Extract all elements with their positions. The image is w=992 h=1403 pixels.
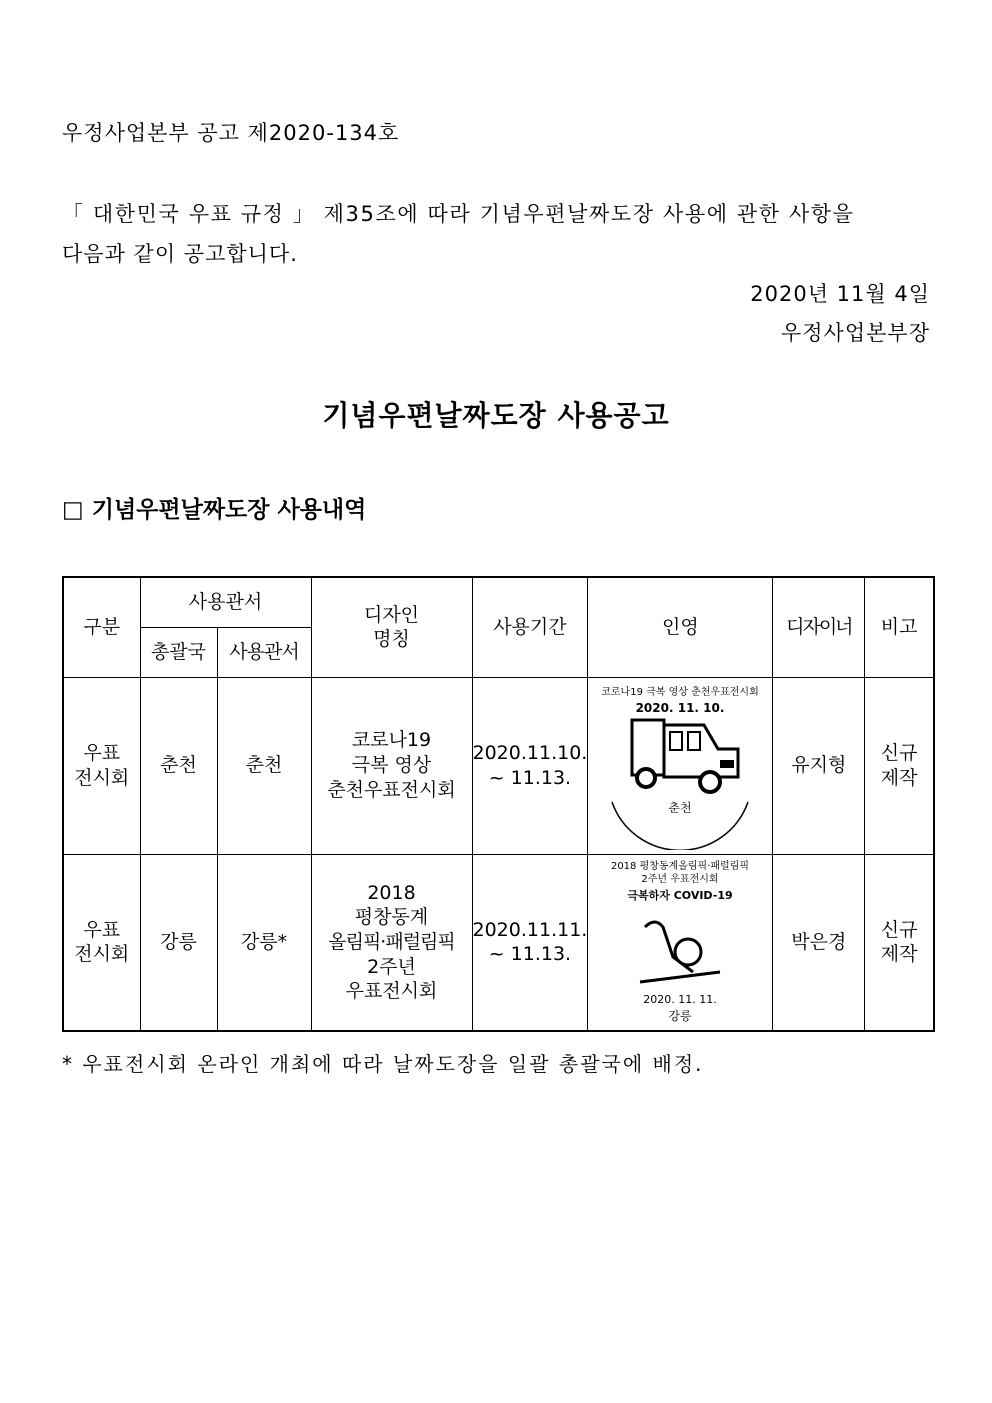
header-design-name: 디자인 명칭	[311, 577, 472, 677]
table-row	[63, 854, 934, 1031]
stamp-usage-table	[62, 576, 935, 1032]
design-name-cell: 2018 평창동계 올림픽·패럴림픽 2주년 우표전시회	[311, 854, 472, 1031]
header-designer: 디자이너	[773, 577, 865, 677]
head-office-cell: 춘천	[140, 677, 217, 854]
header-remarks: 비고	[865, 577, 934, 677]
header-head-office: 총괄국	[140, 627, 217, 677]
issuer: 우정사업본부장	[780, 321, 930, 345]
stamp-place: 춘천	[668, 800, 692, 815]
stamp-place: 강릉	[668, 1009, 692, 1024]
skeleton-stamp-image	[590, 857, 770, 1027]
designer-cell: 유지형	[773, 677, 865, 854]
table-row	[63, 677, 934, 854]
stamp-slogan: 극복하자 COVID-19	[627, 889, 733, 903]
stamp-lettering: 코로나19 극복 영상 춘천우표전시회	[601, 686, 760, 698]
header-offices: 사용관서	[140, 577, 311, 627]
notice-date: 2020년 11월 4일	[750, 282, 930, 306]
intro-text-line2: 다음과 같이 공고합니다.	[62, 242, 298, 266]
header-category: 구분	[63, 577, 140, 677]
header-impression: 인영	[588, 577, 773, 677]
notice-number: 우정사업본부 공고 제2020-134호	[62, 121, 400, 145]
category-cell: 우표 전시회	[63, 854, 140, 1031]
intro-text-line1: 「 대한민국 우표 규정 」 제35조에 따라 기념우편날짜도장 사용에 관한 사항을	[62, 202, 855, 226]
using-office-cell: 강릉*	[217, 854, 311, 1031]
stamp-impression-chuncheon	[588, 677, 773, 854]
remarks-cell: 신규 제작	[865, 677, 934, 854]
using-office-cell: 춘천	[217, 677, 311, 854]
stamp-date: 2020. 11. 11.	[643, 993, 718, 1007]
header-using-office: 사용관서	[217, 627, 311, 677]
stamp-lettering: 2018 평창동계올림픽·패럴림픽 2주년 우표전시회	[611, 861, 750, 886]
designer-cell: 박은경	[773, 854, 865, 1031]
header-period: 사용기간	[472, 577, 588, 677]
truck-stamp-image	[590, 682, 770, 850]
page-title: 기념우편날짜도장 사용공고	[322, 399, 670, 432]
remarks-cell: 신규 제작	[865, 854, 934, 1031]
footnote: * 우표전시회 온라인 개최에 따라 날짜도장을 일괄 총괄국에 배정.	[62, 1052, 704, 1076]
stamp-date: 2020. 11. 10.	[635, 700, 725, 715]
section-heading: □ 기념우편날짜도장 사용내역	[62, 497, 367, 523]
period-cell: 2020.11.10. ~ 11.13.	[472, 677, 588, 854]
category-cell: 우표 전시회	[63, 677, 140, 854]
head-office-cell: 강릉	[140, 854, 217, 1031]
period-cell: 2020.11.11. ~ 11.13.	[472, 854, 588, 1031]
stamp-impression-gangneung	[588, 854, 773, 1031]
design-name-cell: 코로나19 극복 영상 춘천우표전시회	[311, 677, 472, 854]
